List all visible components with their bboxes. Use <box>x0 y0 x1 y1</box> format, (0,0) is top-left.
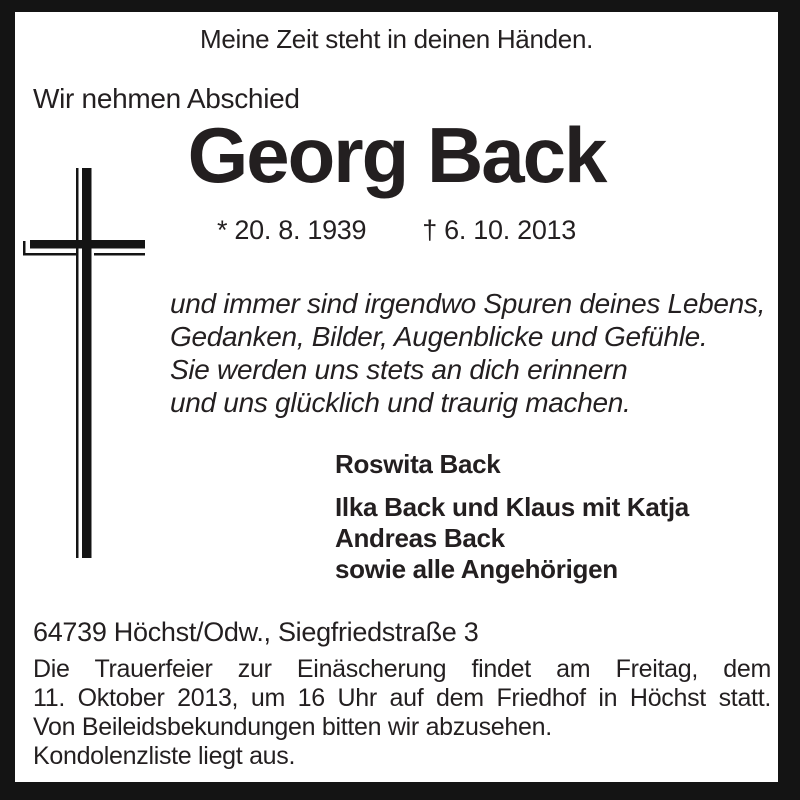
poem-line: Gedanken, Bilder, Augenblicke und Gefühle. <box>170 321 708 352</box>
mourners-list <box>335 449 689 585</box>
mourner-line: Andreas Back <box>335 523 505 553</box>
mourner-line: Ilka Back und Klaus mit Katja <box>335 492 689 522</box>
memorial-poem <box>170 287 765 419</box>
funeral-details <box>33 655 771 771</box>
mourner-primary: Roswita Back <box>335 449 501 479</box>
death-date: † 6. 10. 2013 <box>422 215 576 245</box>
poem-line: und immer sind irgendwo Spuren deines Lebens, <box>170 288 766 319</box>
mourner-line: sowie alle Angehörigen <box>335 554 618 584</box>
epigraph-motto: Meine Zeit steht in deinen Händen. <box>199 24 594 54</box>
funeral-line: 11. Oktober 2013, um 16 Uhr auf dem Friedhof in Höchst statt. <box>33 684 771 712</box>
funeral-line: Von Beileidsbekundungen bitten wir abzusehen. <box>33 713 552 741</box>
poem-line: Sie werden uns stets an dich erinnern <box>170 354 628 385</box>
deceased-name: Georg Back <box>187 111 606 199</box>
birth-date: * 20. 8. 1939 <box>217 215 367 245</box>
poem-line: und uns glücklich und traurig machen. <box>170 387 631 418</box>
memorial-cross-icon <box>20 158 150 562</box>
farewell-intro: Wir nehmen Abschied <box>33 83 300 114</box>
family-address: 64739 Höchst/Odw., Siegfriedstraße 3 <box>33 617 479 647</box>
funeral-line: Kondolenzliste liegt aus. <box>33 742 296 770</box>
funeral-line: Die Trauerfeier zur Einäscherung findet am Freitag, dem <box>33 655 771 683</box>
